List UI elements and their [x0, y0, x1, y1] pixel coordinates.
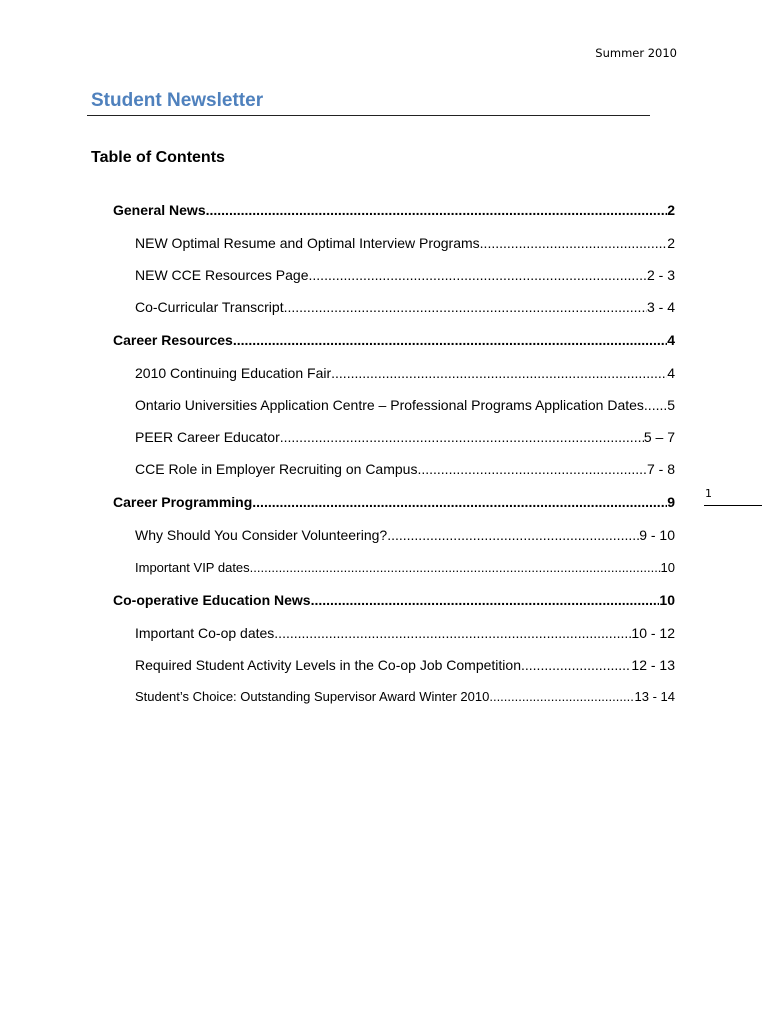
toc-leader-dots: [206, 202, 668, 218]
page-number: 1: [705, 487, 712, 500]
toc-entry-title: NEW CCE Resources Page: [135, 267, 309, 283]
toc-entry-page: 5: [667, 397, 675, 413]
toc-entry-title: Why Should You Consider Volunteering?: [135, 527, 388, 543]
toc-leader-dots: [521, 657, 631, 673]
newsletter-title: Student Newsletter: [91, 90, 264, 111]
toc-leader-dots: [280, 429, 644, 445]
toc-entry-title: Important Co-op dates: [135, 625, 275, 641]
toc-leader-dots: [387, 527, 639, 543]
toc-leader-dots: [284, 299, 647, 315]
toc-section-coop-news[interactable]: [113, 592, 675, 608]
toc-leader-dots: [311, 592, 660, 608]
toc-entry-optimal-resume[interactable]: [135, 235, 675, 251]
toc-entry-co-curricular[interactable]: [135, 299, 675, 315]
toc-entry-ouac-dates[interactable]: [135, 397, 675, 413]
toc-entry-page: 12 - 13: [631, 657, 675, 673]
toc-entry-title: Ontario Universities Application Centre – Professional Programs Application Dates: [135, 397, 644, 413]
toc-entry-title: Required Student Activity Levels in the Co-op Job Competition: [135, 657, 521, 673]
toc-entry-page: 7 - 8: [646, 461, 675, 477]
toc-entry-page: 5 – 7: [643, 429, 675, 445]
toc-leader-dots: [252, 494, 667, 510]
toc-entry-page: 4: [667, 365, 675, 381]
toc-entry-coop-dates[interactable]: [135, 625, 675, 641]
toc-entry-page: 10: [660, 560, 675, 575]
toc-entry-page: 13 - 14: [634, 689, 675, 704]
toc-entry-title: PEER Career Educator: [135, 429, 280, 445]
toc-entry-title: 2010 Continuing Education Fair: [135, 365, 332, 381]
toc-entry-title: Career Programming: [113, 494, 253, 510]
toc-entry-peer-educator[interactable]: [135, 429, 675, 445]
toc-entry-cce-resources[interactable]: [135, 267, 675, 283]
toc-entry-title: CCE Role in Employer Recruiting on Campus: [135, 461, 418, 477]
toc-entry-page: 10 - 12: [631, 625, 675, 641]
toc-leader-dots: [417, 461, 647, 477]
toc-entry-page: 2: [667, 235, 675, 251]
toc-entry-page: 4: [667, 332, 675, 348]
toc-entry-page: 10: [659, 592, 675, 608]
toc-entry-title: Co-operative Education News: [113, 592, 311, 608]
header-date: Summer 2010: [595, 46, 677, 60]
toc-leader-dots: [309, 267, 647, 283]
toc-leader-dots: [250, 560, 661, 575]
toc-section-career-programming[interactable]: [113, 494, 675, 510]
toc-entry-supervisor-award[interactable]: [135, 689, 675, 704]
toc-entry-volunteering[interactable]: [135, 527, 675, 543]
toc-leader-dots: [644, 397, 667, 413]
toc-entry-activity-levels[interactable]: [135, 657, 675, 673]
title-underline: [87, 115, 650, 116]
toc-section-career-resources[interactable]: [113, 332, 675, 348]
toc-section-general-news[interactable]: [113, 202, 675, 218]
toc-leader-dots: [331, 365, 667, 381]
toc-leader-dots: [489, 689, 634, 704]
toc-entry-page: 2 - 3: [646, 267, 675, 283]
toc-entry-education-fair[interactable]: [135, 365, 675, 381]
toc-entry-title: Career Resources: [113, 332, 233, 348]
toc-entry-title: Co-Curricular Transcript: [135, 299, 284, 315]
toc-leader-dots: [233, 332, 667, 348]
toc-leader-dots: [480, 235, 668, 251]
toc-entry-title: General News: [113, 202, 206, 218]
toc-entry-title: Student’s Choice: Outstanding Supervisor Award Winter 2010: [135, 689, 490, 704]
toc-entry-title: Important VIP dates: [135, 560, 250, 575]
toc-entry-page: 3 - 4: [646, 299, 675, 315]
toc-heading: Table of Contents: [91, 149, 225, 166]
page-number-rule: [704, 505, 762, 506]
toc-entry-page: 2: [667, 202, 675, 218]
toc-entry-page: 9: [667, 494, 675, 510]
toc-entry-title: NEW Optimal Resume and Optimal Interview Programs: [135, 235, 480, 251]
toc-entry-employer-recruiting[interactable]: [135, 461, 675, 477]
toc-entry-page: 9 - 10: [639, 527, 675, 543]
toc-leader-dots: [274, 625, 631, 641]
toc-entry-vip-dates[interactable]: [135, 560, 675, 575]
